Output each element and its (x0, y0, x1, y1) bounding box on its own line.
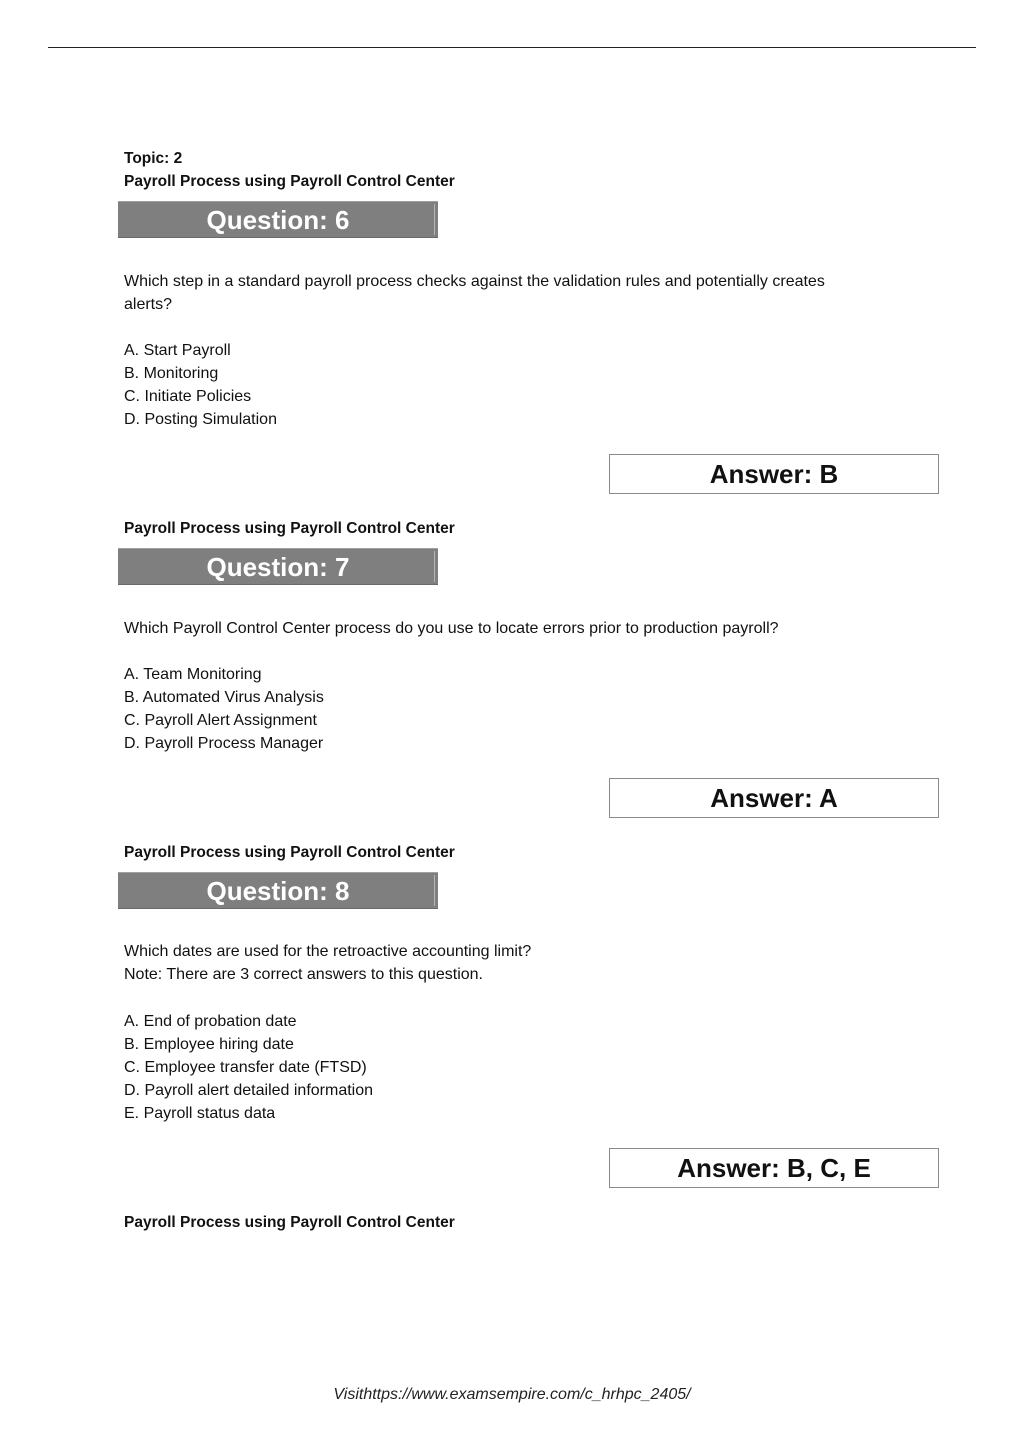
answer-box (609, 1148, 939, 1188)
question-text (124, 617, 779, 640)
question-text (124, 940, 531, 986)
section-title: Payroll Process using Payroll Control Center (124, 173, 455, 190)
answer-box (609, 454, 939, 494)
question-header-bar (118, 872, 438, 909)
section-title: Payroll Process using Payroll Control Center (124, 520, 455, 537)
section-title: Payroll Process using Payroll Control Center (124, 1214, 455, 1231)
question-header-bar (118, 201, 438, 238)
option-item: C. Employee transfer date (FTSD) (124, 1059, 367, 1076)
option-item: A. Team Monitoring (124, 666, 262, 683)
question-line: Which dates are used for the retroactive accounting limit? (124, 943, 532, 960)
header-rule (48, 47, 976, 48)
option-item: A. Start Payroll (124, 342, 231, 359)
question-text (124, 270, 825, 316)
footer-link[interactable]: Visithttps://www.examsempire.com/c_hrhpc_2405/ (333, 1386, 691, 1403)
question-label: Question: 6 (206, 205, 350, 235)
topic-label: Topic: 2 (124, 150, 183, 167)
answer-label: Answer: B (709, 459, 839, 489)
question-header-bar (118, 548, 438, 585)
option-item: E. Payroll status data (124, 1105, 276, 1122)
question-line: Which Payroll Control Center process do you use to locate errors prior to production payroll? (124, 620, 779, 637)
option-item: C. Payroll Alert Assignment (124, 712, 317, 729)
question-label: Question: 8 (206, 876, 350, 906)
answer-label: Answer: A (710, 783, 838, 813)
option-item: B. Monitoring (124, 365, 219, 382)
option-item: D. Payroll Process Manager (124, 735, 324, 752)
question-line: Note: There are 3 correct answers to this question. (124, 966, 483, 983)
options-list (124, 1010, 373, 1125)
option-item: D. Payroll alert detailed information (124, 1082, 374, 1099)
options-list (124, 339, 277, 431)
question-line: alerts? (124, 296, 173, 313)
option-item: C. Initiate Policies (124, 388, 252, 405)
question-label: Question: 7 (206, 552, 350, 582)
question-line: Which step in a standard payroll process checks against the validation rules and potentially creates (124, 273, 825, 290)
options-list (124, 663, 324, 755)
option-item: A. End of probation date (124, 1013, 297, 1030)
answer-label: Answer: B, C, E (677, 1153, 871, 1183)
answer-box (609, 778, 939, 818)
section-heading (124, 517, 455, 540)
option-item: B. Employee hiring date (124, 1036, 294, 1053)
option-item: D. Posting Simulation (124, 411, 277, 428)
option-item: B. Automated Virus Analysis (124, 689, 324, 706)
section-heading (124, 1211, 455, 1234)
section-heading (124, 841, 455, 864)
topic-heading (124, 147, 455, 193)
section-title: Payroll Process using Payroll Control Center (124, 844, 455, 861)
